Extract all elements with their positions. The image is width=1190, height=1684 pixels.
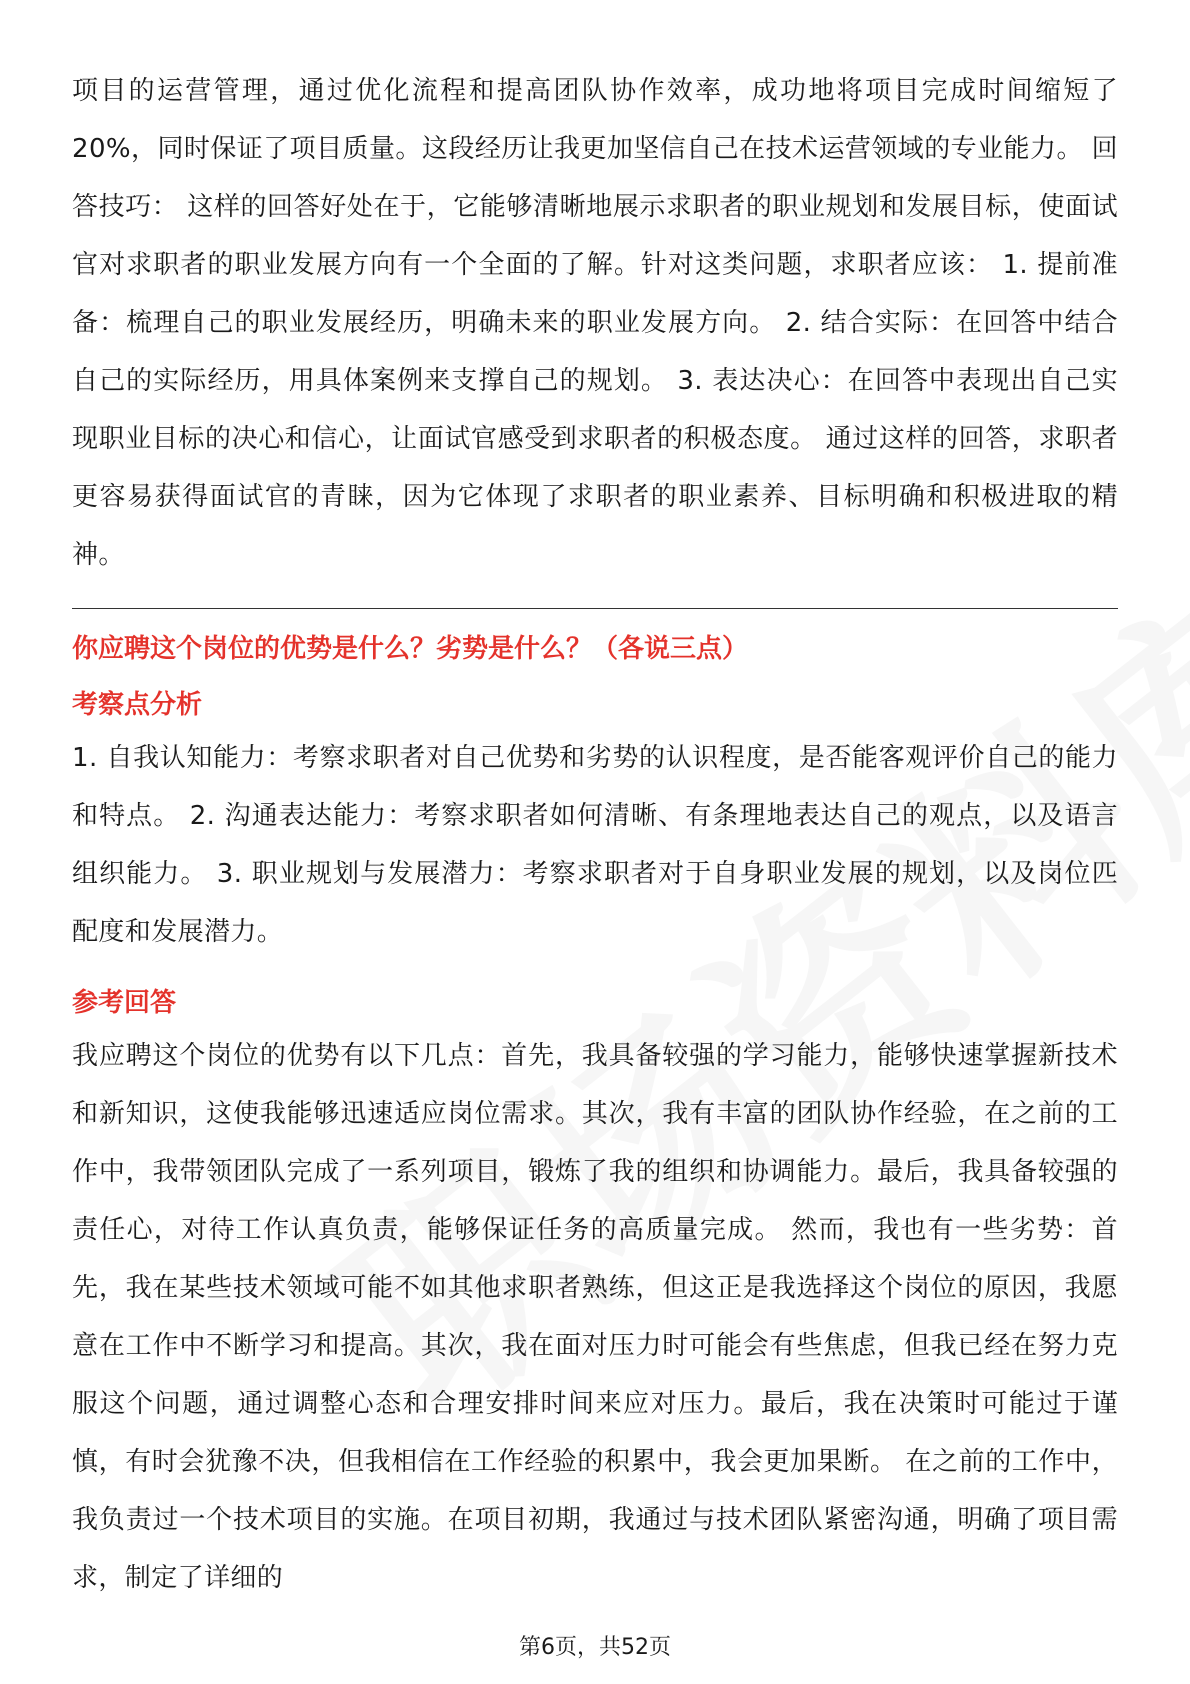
analysis-heading: 考察点分析 [72,690,203,720]
intro-paragraph: 项目的运营管理，通过优化流程和提高团队协作效率，成功地将项目完成时间缩短了20%，同时保证了项目质量。这段经历让我更加坚信自己在技术运营领域的专业能力。 回答技巧： 这样的回答好处在于，它能够清晰地展示求职者的职业规划和发展目标，使面试官对求职者的职业发展方向有一个全面的了解。针对这类问题，求职者应该： 1. 提前准备：梳理自己的职业发展经历，明确未来的职业发展方向。 2. 结合实际：在回答中结合自己的实际经历，用具体案例来支撑自己的规划。 3. 表达决心：在回答中表现出自己实现职业目标的决心和信心，让面试官感受到求职者的积极态度。 通过这样的回答，求职者更容易获得面试官的青睐，因为它体现了求职者的职业素养、目标明确和积极进取的精神。 [72,76,1118,570]
analysis-paragraph: 1. 自我认知能力：考察求职者对自己优势和劣势的认识程度，是否能客观评价自己的能力和特点。 2. 沟通表达能力：考察求职者如何清晰、有条理地表达自己的观点，以及语言组织能力。 3. 职业规划与发展潜力：考察求职者对于自身职业发展的规划，以及岗位匹配度和发展潜力。 [72,743,1118,947]
answer-heading: 参考回答 [72,988,177,1018]
section-divider [72,608,1118,609]
page-number: 第6页，共52页 [519,1635,671,1660]
document-page [72,62,1118,1607]
answer-paragraph: 我应聘这个岗位的优势有以下几点：首先，我具备较强的学习能力，能够快速掌握新技术和新知识，这使我能够迅速适应岗位需求。其次，我有丰富的团队协作经验，在之前的工作中，我带领团队完成了一系列项目，锻炼了我的组织和协调能力。最后，我具备较强的责任心，对待工作认真负责，能够保证任务的高质量完成。 然而，我也有一些劣势：首先，我在某些技术领域可能不如其他求职者熟练，但这正是我选择这个岗位的原因，我愿意在工作中不断学习和提高。其次，我在面对压力时可能会有些焦虑，但我已经在努力克服这个问题，通过调整心态和合理安排时间来应对压力。最后，我在决策时可能过于谨慎，有时会犹豫不决，但我相信在工作经验的积累中，我会更加果断。 在之前的工作中，我负责过一个技术项目的实施。在项目初期，我通过与技术团队紧密沟通，明确了项目需求，制定了详细的 [72,1041,1118,1593]
question-title: 你应聘这个岗位的优势是什么？劣势是什么？（各说三点） [72,634,749,664]
